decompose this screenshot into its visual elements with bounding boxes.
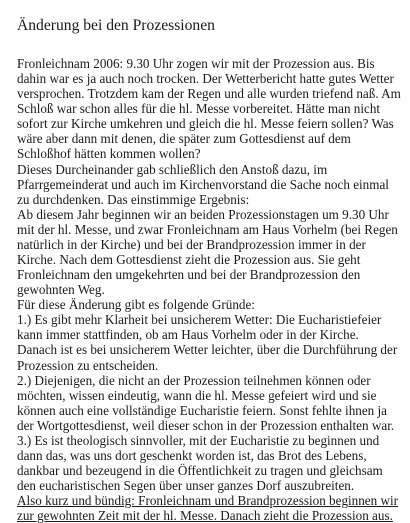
text-line: dann das, was uns dort geschenkt worden ist, das Brot des Lebens, [17,448,367,464]
text-line: 2.) Diejenigen, die nicht an der Prozession teilnehmen können oder [17,372,371,388]
text-line: zu durchdenken. Das einstimmige Ergebnis: [17,191,250,207]
text-line: den eucharistischen Segen über unser ganzes Dorf auszubreiten. [17,478,355,494]
text-line: Ab diesem Jahr beginnen wir an beiden Prozessionstagen um 9.30 Uhr [17,206,389,222]
text-line: wäre aber dann mit denen, die später zum Gottesdienst auf dem [17,131,351,147]
text-line: Dieses Durcheinander gab schließlich den Anstoß dazu, im [17,161,328,177]
document-title: Änderung bei den Prozessionen [17,17,215,34]
text-line: Pfarrgemeinderat und auch im Kirchenvorstand die Sache noch einmal [17,176,389,192]
summary-line: Also kurz und bündig: Fronleichnam und Brandprozession beginnen wir [17,493,399,509]
text-line: möchten, wissen eindeutig, wann die hl. Messe gefeiert wird und sie [17,387,377,403]
text-line: können auch eine vollständige Eucharistie feiern. Sonst fehlte ihnen ja [17,402,388,418]
text-line: Fronleichnam den umgekehrten und bei der Brandprozession den [17,267,361,283]
text-line: sofort zur Kirche umkehren und gleich die hl. Messe feiern sollen? Was [17,116,394,132]
text-line: 3.) Es ist theologisch sinnvoller, mit der Eucharistie zu beginnen und [17,432,380,448]
text-line: Schloß war schon alles für die hl. Messe vorbereitet. Hätte man nicht [17,101,381,117]
text-line: Prozession zu entscheiden. [17,357,159,373]
text-line: mit der hl. Messe, und zwar Fronleichnam am Haus Vorhelm (bei Regen [17,221,398,237]
text-line: der Wortgottesdienst, weil dieser schon in der Prozession enthalten war. [17,417,395,433]
summary-line: zur gewohnten Zeit mit der hl. Messe. Danach zieht die Prozession aus. [17,508,393,523]
text-line: dahin war es ja auch noch trocken. Der Wetterbericht hatte gutes Wetter [17,71,394,87]
text-line: versprochen. Trotzdem kam der Regen und alle wurden triefend naß. Am [17,86,401,102]
text-line: Kirche. Nach dem Gottesdienst zieht die Prozession aus. Sie geht [17,252,361,268]
text-line: Fronleichnam 2006: 9.30 Uhr zogen wir mit der Prozession aus. Bis [17,56,375,71]
text-line: natürlich in der Kirche) und bei der Brandprozession immer in der [17,236,366,252]
text-line: Für diese Änderung gibt es folgende Gründe: [17,297,255,313]
text-line: Schloßhof hätten kommen wollen? [17,146,201,162]
text-line: 1.) Es gibt mehr Klarheit bei unsicherem Wetter: Die Eucharistiefeier [17,312,382,328]
text-line: kann immer stattfinden, ob am Haus Vorhelm oder in der Kirche. [17,327,359,343]
text-line: Danach ist es bei unsicherem Wetter leichter, über die Durchführung der [17,342,398,358]
text-line: dankbar und bezeugend in die Öffentlichkeit zu tragen und gleichsam [17,463,383,479]
text-line: gewohnten Weg. [17,282,105,298]
document-body [17,56,401,523]
